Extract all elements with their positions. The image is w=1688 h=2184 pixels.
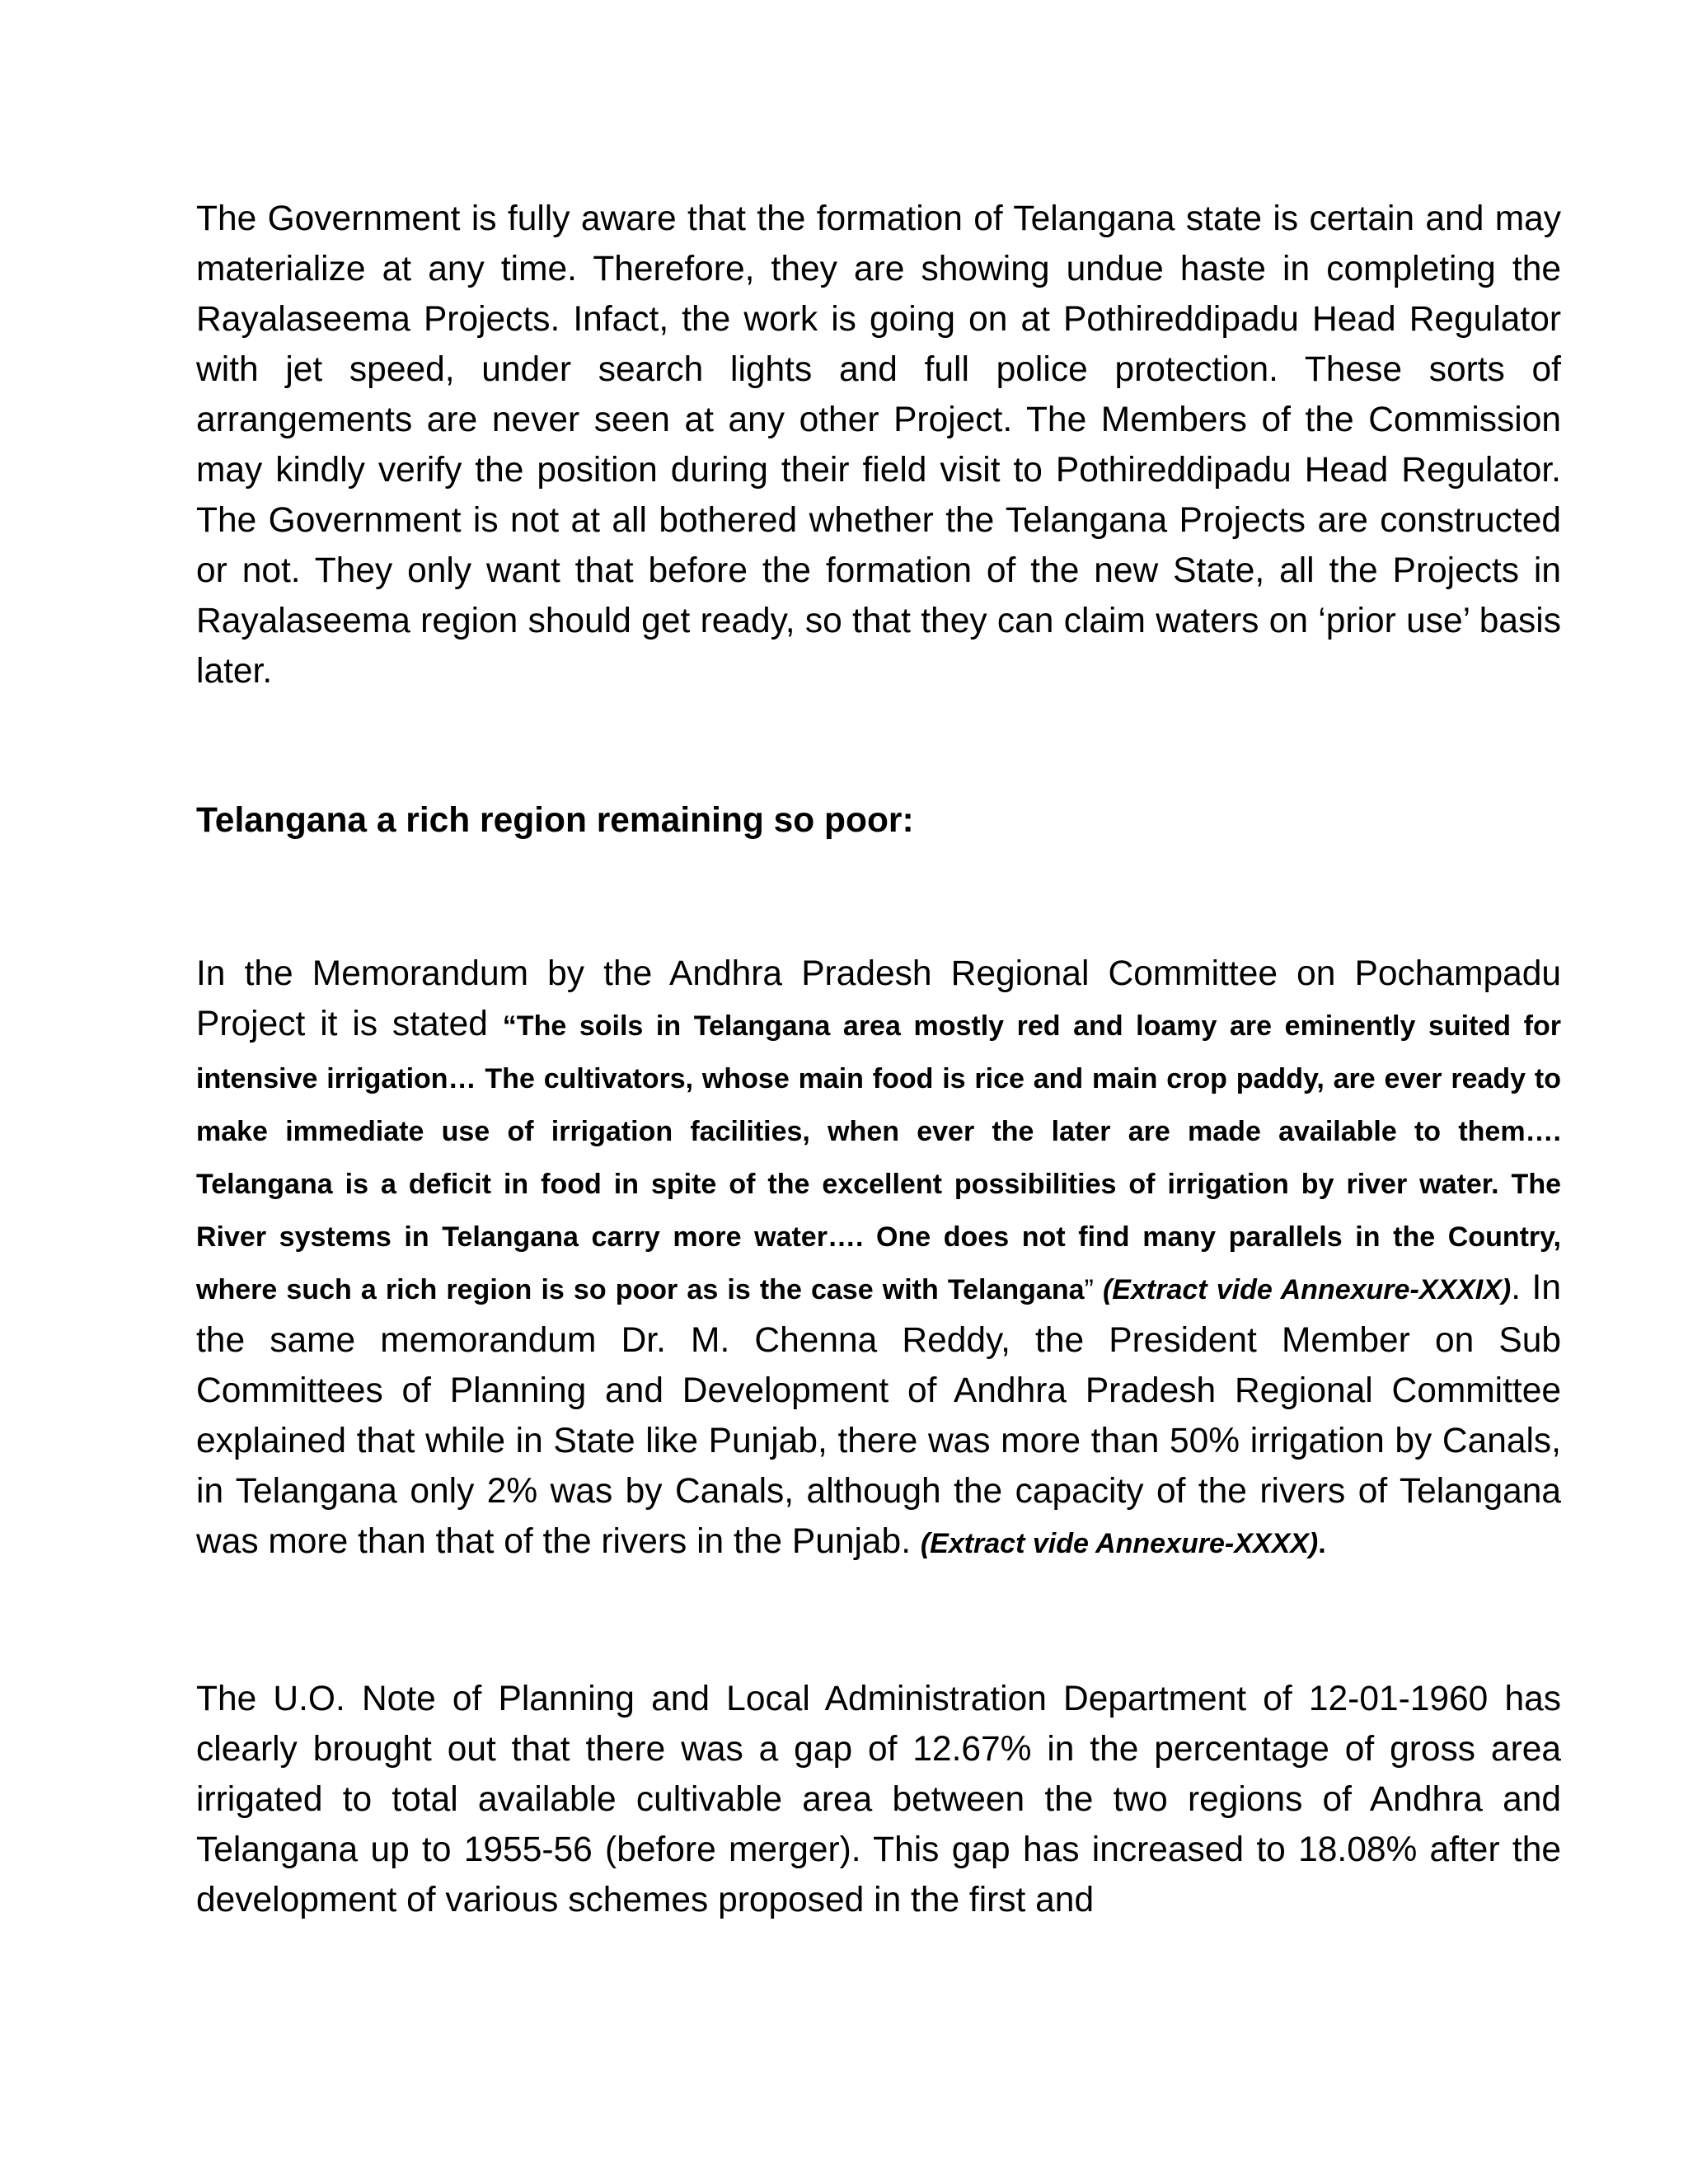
memorandum-intro-text: In the Memorandum by the Andhra Pradesh Regional Committee on Pochampadu Project it is stated — [196, 954, 1561, 1043]
paragraph-rayalaseema-projects: The Government is fully aware that the formation of Telangana state is certain and may materialize at any time. Therefore, they are showing undue haste in completing the Rayalaseema Projects. Infact, the work is going on at Pothireddipadu Head Regulator with jet speed, under search lights and full police protection. These sorts of arrangements are never seen at any other Project. The Members of the Commission may kindly verify the position during their field visit to Pothireddipadu Head Regulator. The Government is not at all bothered whether the Telangana Projects are constructed or not. They only want that before the formation of the new State, all the Projects in Rayalaseema region should get ready, so that they can claim waters on ‘prior use’ basis later. — [196, 199, 1561, 691]
quote-open-mark: “ — [502, 1010, 517, 1042]
memorandum-quote: The soils in Telangana area mostly red and loamy are eminently suited for intensive irrigation… The cultivators, whose main food is rice and main crop paddy, are ever ready to make immediate use of irrigation facilities, when ever the later are made available to them…. Telangana is a deficit in food in spite of the excellent possibilities of irrigation by river water. The River systems in Telangana carry more water…. One does not find many parallels in the Country, where such a rich region is so poor as is the case with Telangana — [196, 1010, 1561, 1305]
annexure-reference-xxxix: (Extract vide Annexure-XXXIX) — [1102, 1274, 1512, 1305]
quote-close-mark: ” — [1084, 1274, 1103, 1305]
paragraph-uo-note: The U.O. Note of Planning and Local Administration Department of 12-01-1960 has clearly brought out that there was a gap of 12.67% in the percentage of gross area irrigated to total available cultivable area between the two regions of Andhra and Telangana up to 1955-56 (before merger). This gap has increased to 18.08% after the development of various schemes proposed in the first and — [196, 1680, 1561, 1919]
reference-period: . — [1318, 1528, 1326, 1559]
section-heading: Telangana a rich region remaining so poor: — [196, 801, 914, 840]
annexure-reference-xxxx: (Extract vide Annexure-XXXX) — [920, 1528, 1319, 1559]
document-page — [196, 194, 1561, 1925]
paragraph-memorandum — [196, 949, 1561, 1569]
memorandum-body-text: . In the same memorandum Dr. M. Chenna Reddy, the President Member on Sub Committees of Planning and Development of Andhra Pradesh Regional Committee explained that while in State like Punjab, there was more than 50% irrigation by Canals, in Telangana only 2% was by Canals, although the capacity of the rivers of Telangana was more than that of the rivers in the Punjab. — [196, 1268, 1561, 1561]
